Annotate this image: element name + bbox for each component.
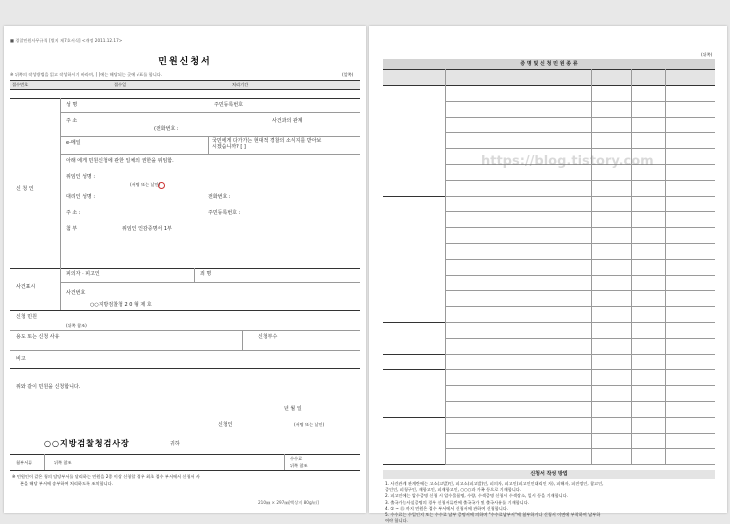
method-list xyxy=(385,481,715,524)
request-types-table xyxy=(383,69,715,465)
attach-docs-label: 첨부서류 xyxy=(16,460,33,465)
method-line: 4. ① ~ ⑮ 까지 민원은 접수 부서에서 신청서에 관하여 신청합니다. xyxy=(385,505,509,511)
method-title: 신청서 작성 방법 xyxy=(530,471,568,477)
address-label: 주 소 xyxy=(66,118,78,124)
rule xyxy=(445,69,446,464)
delegator-label: 위임인 성명 : xyxy=(66,174,96,180)
rule xyxy=(445,433,715,434)
charge-label: 죄 명 xyxy=(200,271,212,277)
signer-label: 신청인 xyxy=(218,422,233,428)
footnote-line-2: 본을 해당 부서에 송부하여 처리하도록 조치합니다. xyxy=(20,481,113,486)
email-label: e-메일 xyxy=(66,140,81,146)
agent-rrn-label: 주민등록번호 : xyxy=(208,210,241,216)
fee-label: 수수료 xyxy=(290,456,303,461)
case-label: 사건표시 xyxy=(16,284,36,290)
applicant-label: 신 청 인 xyxy=(16,186,34,192)
rule xyxy=(445,259,715,260)
method-line: 3. 출국가능사실증명의 경우 신청서류란에 출국국가 및 출국사유를 기재합니다. xyxy=(385,499,530,505)
banner-title: 증 명 및 신 청 민 원 종 류 xyxy=(520,61,578,67)
rule xyxy=(445,180,715,181)
application-form-page xyxy=(4,26,366,513)
rule xyxy=(665,69,666,464)
method-line: 5. 수수료는 수입인지 또는 수수료 납부 증명서에 의하며 "수수료납부서"에 첨부하거나 신청서 이면에 부착하여 납부하 xyxy=(385,512,601,518)
newsletter-notice: 국민에게 다가가는 현대적 경찰의 소식지를 받아보시겠습니까? [ ] xyxy=(212,138,322,150)
rule xyxy=(445,338,715,339)
rrn-label: 주민등록번호 xyxy=(214,102,243,108)
rule xyxy=(445,401,715,402)
method-line: 1. 사건관계 관계란에는 고소(고발)인, 피고소(피고발)인, 피의자, 피고인(피고인인대리인 자), 피해자, 피진정인, 참고인, xyxy=(385,481,604,486)
agent-label: 대리인 성명 : xyxy=(66,194,96,200)
intro-note: ※ 뒤쪽의 작성방법을 읽고 작성하시기 바라며, [ ]에는 해당되는 곳에 √표를 합니다. xyxy=(10,72,163,77)
rule xyxy=(445,211,715,212)
receipt-date-label: 접수일 xyxy=(114,82,127,87)
signer-sign: (서명 또는 날인) xyxy=(294,422,325,427)
rule xyxy=(445,196,715,197)
agent-phone-label: 전화번호 : xyxy=(208,194,231,200)
footnote-line-1: ※ 민원인이 같은 청의 담당부서를 달리하는 민원을 2종 이상 신청할 경우 최초 접수 부서에서 신청서 사 xyxy=(12,474,200,479)
sign-note: (서명 또는 날인) xyxy=(130,182,161,187)
method-line: 2. 피고인에는 압수증명 신청 시 압수물품명, 수량, 수색증명 신청시 수색장소, 일시 등을 기재합니다. xyxy=(385,493,569,499)
method-line: 증인인, 피청구인, 재항고인, 피재항고인, ○○○과 가족 등으로 기재합니다. xyxy=(385,487,522,493)
rule xyxy=(445,369,715,370)
attach-value: 위임인 인감증명서 1부 xyxy=(122,226,172,232)
remarks-label: 비고 xyxy=(16,356,26,362)
watermark: https://blog.tistory.com xyxy=(481,154,654,169)
relation-label: 사건과의 관계 xyxy=(272,118,303,124)
delegation-text: 아래 에게 민원신청에 관한 일체의 권한을 위임함. xyxy=(66,158,174,164)
phone-label: (전화번호 : xyxy=(154,126,179,132)
rule xyxy=(445,306,715,307)
honorific: 귀하 xyxy=(170,441,180,447)
paper-spec: 210㎜ × 297㎜[백상지 80g/㎡] xyxy=(258,500,319,505)
case-number-format: ○○지방검찰청 2 0 형 제 호 xyxy=(90,302,152,308)
receipt-bar xyxy=(10,80,360,89)
method-line: 여야 합니다. xyxy=(385,518,408,524)
date-line: 년 월 일 xyxy=(284,406,302,412)
rule xyxy=(445,275,715,276)
front-mark: (앞쪽) xyxy=(342,72,354,77)
rule xyxy=(445,117,715,118)
agent-address-label: 주 소 : xyxy=(66,210,81,216)
rule xyxy=(445,290,715,291)
rule xyxy=(445,448,715,449)
rule xyxy=(445,243,715,244)
copies-label: 신청부수 xyxy=(258,334,278,340)
addressee: ○○지방검찰청검사장 xyxy=(44,439,130,448)
form-title: 민원신청서 xyxy=(158,57,212,67)
rule xyxy=(445,417,715,418)
case-no-label: 사건번호 xyxy=(66,290,86,296)
statement: 위와 같이 민원을 신청합니다. xyxy=(16,384,81,390)
suspect-label: 피의자 · 피고인 xyxy=(66,271,100,277)
rule xyxy=(591,69,592,464)
rule xyxy=(445,148,715,149)
rule xyxy=(445,132,715,133)
receipt-no-label: 접수번호 xyxy=(12,82,29,87)
rule xyxy=(631,69,632,464)
purpose-label: 용도 또는 신청 사유 xyxy=(16,334,60,340)
rule xyxy=(445,464,715,465)
back-mark: (뒤쪽) xyxy=(701,52,713,57)
regulation-note: ■ 경찰민원사무규칙 [별지 제7호서식] <개정 2011.12.17> xyxy=(10,38,123,43)
rule xyxy=(445,385,715,386)
request-label: 신청 민원 xyxy=(16,314,37,320)
name-label: 성 명 xyxy=(66,102,78,108)
request-types-page xyxy=(369,26,727,524)
rule xyxy=(445,322,715,323)
attach-label: 첨 부 xyxy=(66,226,78,232)
fee-value: 뒤쪽 참조 xyxy=(290,463,308,468)
rule xyxy=(445,101,715,102)
rule xyxy=(445,354,715,355)
processing-period-label: 처리기간 xyxy=(232,82,249,87)
request-sub: (뒤쪽 참조) xyxy=(66,323,87,328)
rule xyxy=(445,227,715,228)
attach-docs-value: 뒤쪽 참조 xyxy=(54,460,72,465)
